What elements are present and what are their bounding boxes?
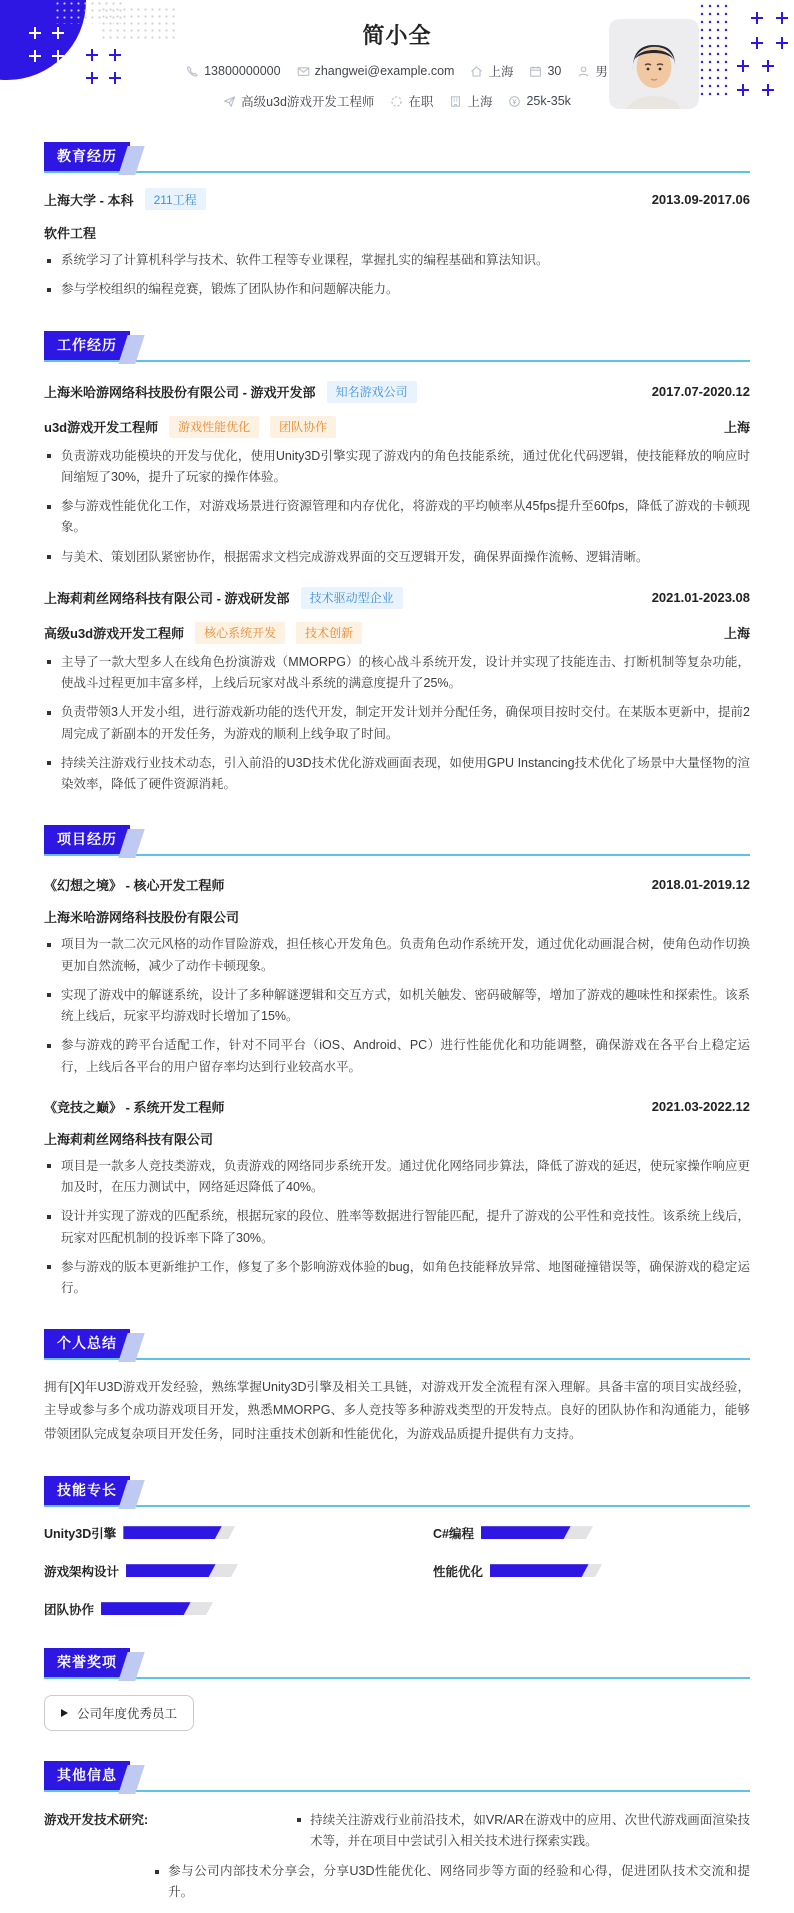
skills-grid bbox=[44, 1524, 750, 1618]
intent-item bbox=[508, 94, 570, 108]
award-box bbox=[44, 1695, 194, 1731]
work-entries bbox=[44, 381, 750, 796]
work-entry bbox=[44, 381, 750, 568]
contact-item bbox=[529, 64, 561, 78]
other-label: 游戏开发技术研究: bbox=[44, 1812, 149, 1827]
skill-bar-fill bbox=[101, 1602, 191, 1615]
contact-value: 13800000000 bbox=[204, 64, 281, 78]
work-role-row bbox=[44, 416, 750, 438]
avatar bbox=[609, 19, 699, 109]
role-tags bbox=[184, 622, 362, 644]
skill-bar-fill bbox=[490, 1564, 589, 1577]
skill-bar-fill bbox=[123, 1526, 222, 1539]
project-entry-header bbox=[44, 875, 750, 894]
intent-item bbox=[449, 92, 492, 110]
contact-value: 男 bbox=[595, 65, 608, 79]
education-entries bbox=[44, 188, 750, 301]
section-summary bbox=[44, 1329, 750, 1445]
bullet-item: 参与游戏的跨平台适配工作，针对不同平台（iOS、Android、PC）进行性能优化和功能调整，确保游戏在各平台上稳定运行，上线后各平台的用户留存率均达到行业较高水平。 bbox=[44, 1035, 750, 1078]
project-company: 上海莉莉丝网络科技有限公司 bbox=[44, 1131, 214, 1147]
intent-value: 在职 bbox=[408, 95, 434, 109]
contact-item bbox=[297, 64, 455, 78]
work-role-row bbox=[44, 622, 750, 644]
contact-item bbox=[186, 64, 280, 78]
bullet-item: 项目为一款二次元风格的动作冒险游戏，担任核心开发角色。负责角色动作系统开发，通过优化动画混合树，使角色动作切换更加自然流畅，减少了动作卡顿现象。 bbox=[44, 934, 750, 977]
decor-plus-icon bbox=[737, 60, 749, 72]
section-header bbox=[44, 825, 750, 856]
intent-value: 上海 bbox=[467, 95, 493, 109]
intent-item bbox=[223, 92, 374, 110]
decor-dots bbox=[698, 2, 731, 97]
bullet-item: 参与学校组织的编程竞赛，锻炼了团队协作和问题解决能力。 bbox=[44, 279, 750, 300]
contact-item bbox=[470, 62, 513, 80]
award-label: 公司年度优秀员工 bbox=[77, 1706, 178, 1721]
skill-bar-fill bbox=[481, 1526, 571, 1539]
skill-item bbox=[44, 1600, 361, 1618]
contact-icon bbox=[577, 65, 590, 78]
contact-icon bbox=[529, 65, 542, 78]
section-title: 其他信息 bbox=[44, 1761, 130, 1790]
work-entry-header bbox=[44, 587, 750, 609]
section-skills bbox=[44, 1476, 750, 1618]
project-entry bbox=[44, 1097, 750, 1300]
section-header bbox=[44, 1329, 750, 1360]
company-name: 上海米哈游网络科技股份有限公司 - 游戏开发部 bbox=[44, 385, 316, 400]
skill-name: C#编程 bbox=[433, 1526, 474, 1541]
work-entry-header bbox=[44, 381, 750, 403]
company-name: 上海莉莉丝网络科技有限公司 - 游戏研发部 bbox=[44, 591, 290, 607]
project-bullets bbox=[44, 934, 750, 1078]
project-entry bbox=[44, 875, 750, 1078]
section-title: 工作经历 bbox=[44, 331, 130, 360]
bullet-item: 主导了一款大型多人在线角色扮演游戏（MMORPG）的核心战斗系统开发，设计并实现了技能连击、打断机制等复杂功能，使战斗过程更加丰富多样，上线后玩家对战斗系统的满意度提升了25%。 bbox=[44, 652, 750, 695]
bullet-item: 负责游戏功能模块的开发与优化，使用Unity3D引擎实现了游戏内的角色技能系统，通过优化代码逻辑，使技能释放的响应时间缩短了30%，提升了玩家的操作体验。 bbox=[44, 446, 750, 489]
bullet-item: 持续关注游戏行业前沿技术，如VR/AR在游戏中的应用、次世代游戏画面渲染技术等，并在项目中尝试引入相关技术进行探索实践。 bbox=[296, 1810, 750, 1853]
bullet-item: 参与游戏的版本更新维护工作，修复了多个影响游戏体验的bug，如角色技能释放异常、地图碰撞错误等，确保游戏的稳定运行。 bbox=[44, 1257, 750, 1300]
summary-text: 拥有[X]年U3D游戏开发经验，熟练掌握Unity3D引擎及相关工具链，对游戏开发全流程有深入理解。具备丰富的项目实战经验，主导或参与多个成功游戏项目开发，熟悉MMORPG、多人竞技等多种游戏类型的开发特点。良好的团队协作和沟通能力，能够带领团队完成复杂项目开发任务，同时注重技术创新和性能优化，为游戏品质提升提供有力支持。 bbox=[44, 1380, 750, 1441]
intent-value: 高级u3d游戏开发工程师 bbox=[241, 95, 375, 109]
profile-photo bbox=[609, 19, 699, 109]
section-title: 个人总结 bbox=[44, 1329, 130, 1358]
contact-value: 上海 bbox=[488, 65, 514, 79]
decor-plus-icon bbox=[776, 37, 788, 49]
contact-icon bbox=[186, 65, 199, 78]
project-entry-header bbox=[44, 1097, 750, 1116]
intent-icon bbox=[390, 95, 403, 108]
skill-bar-fill bbox=[126, 1564, 216, 1577]
skill-bar-track bbox=[481, 1526, 593, 1539]
skill-name: Unity3D引擎 bbox=[44, 1526, 117, 1541]
education-date: 2013.09-2017.06 bbox=[651, 191, 750, 207]
section-title: 技能专长 bbox=[44, 1476, 130, 1505]
skill-name: 游戏架构设计 bbox=[44, 1564, 120, 1579]
section-projects bbox=[44, 825, 750, 1299]
bullet-item: 负责带领3人开发小组，进行游戏新功能的迭代开发，制定开发计划并分配任务，确保项目按时交付。在某版本更新中，提前2周完成了新副本的开发任务，为游戏的顺利上线争取了时间。 bbox=[44, 702, 750, 745]
role-tag: 游戏性能优化 bbox=[169, 416, 259, 438]
project-date: 2021.03-2022.12 bbox=[651, 1098, 750, 1114]
bullet-item: 与美术、策划团队紧密协作，根据需求文档完成游戏界面的交互逻辑开发，确保界面操作流畅、逻辑清晰。 bbox=[44, 547, 750, 568]
skill-bar-track bbox=[490, 1564, 602, 1577]
resume-header bbox=[44, 0, 750, 112]
section-other bbox=[44, 1761, 750, 1913]
role-tag: 核心系统开发 bbox=[195, 622, 285, 644]
section-title: 教育经历 bbox=[44, 142, 130, 171]
other-bullets bbox=[154, 1810, 750, 1913]
skill-name: 性能优化 bbox=[433, 1564, 484, 1579]
skill-bar-track bbox=[101, 1602, 213, 1615]
section-header bbox=[44, 1761, 750, 1792]
decor-plus-icon bbox=[762, 84, 774, 96]
bullet-item: 参与游戏性能优化工作，对游戏场景进行资源管理和内存优化，将游戏的平均帧率从45fps提升至60fps，降低了游戏的卡顿现象。 bbox=[44, 496, 750, 539]
major: 软件工程 bbox=[44, 226, 97, 241]
intent-icon bbox=[223, 95, 236, 108]
candidate-name: 简小全 bbox=[362, 23, 432, 48]
project-entries bbox=[44, 875, 750, 1299]
section-header bbox=[44, 331, 750, 362]
project-date: 2018.01-2019.12 bbox=[651, 877, 750, 893]
honors-list bbox=[44, 1679, 750, 1731]
project-bullets bbox=[44, 1156, 750, 1300]
other-row bbox=[44, 1810, 750, 1913]
skill-item bbox=[44, 1524, 361, 1542]
contact-item bbox=[577, 62, 608, 80]
work-entry bbox=[44, 587, 750, 796]
decor-plus-icon bbox=[737, 84, 749, 96]
skill-name: 团队协作 bbox=[44, 1602, 95, 1617]
role-title: u3d游戏开发工程师 bbox=[44, 420, 159, 435]
work-bullets bbox=[44, 652, 750, 796]
skill-item bbox=[433, 1562, 750, 1580]
project-company: 上海米哈游网络科技股份有限公司 bbox=[44, 910, 240, 926]
project-name: 《幻想之境》 - 核心开发工程师 bbox=[44, 878, 225, 894]
school-tag: 211工程 bbox=[145, 188, 206, 210]
work-location: 上海 bbox=[723, 626, 750, 642]
decor-plus-icon bbox=[751, 37, 763, 49]
play-icon bbox=[61, 1709, 68, 1717]
intent-value: 25k-35k bbox=[526, 94, 571, 108]
section-header bbox=[44, 142, 750, 173]
education-entry-header bbox=[44, 188, 750, 210]
role-tag: 技术创新 bbox=[296, 622, 362, 644]
work-date: 2017.07-2020.12 bbox=[651, 384, 750, 399]
bullet-item: 设计并实现了游戏的匹配系统，根据玩家的段位、胜率等数据进行智能匹配，提升了游戏的公平性和竞技性。该系统上线后，玩家对匹配机制的投诉率下降了30%。 bbox=[44, 1206, 750, 1249]
section-title: 项目经历 bbox=[44, 825, 130, 854]
work-bullets bbox=[44, 446, 750, 568]
bullet-item: 参与公司内部技术分享会，分享U3D性能优化、网络同步等方面的经验和心得，促进团队技术交流和提升。 bbox=[154, 1861, 750, 1904]
intent-item bbox=[390, 92, 433, 110]
education-entry bbox=[44, 188, 750, 301]
section-header bbox=[44, 1476, 750, 1507]
bullet-item: 实现了游戏中的解谜系统，设计了多种解谜逻辑和交互方式，如机关触发、密码破解等，增加了游戏的趣味性和探索性。该系统上线后，玩家平均游戏时长增加了15%。 bbox=[44, 985, 750, 1028]
intent-icon bbox=[449, 95, 462, 108]
intent-icon bbox=[508, 95, 521, 108]
work-date: 2021.01-2023.08 bbox=[651, 590, 750, 606]
contact-value: 30 bbox=[547, 64, 562, 78]
skill-bar-track bbox=[123, 1526, 235, 1539]
role-tag: 团队协作 bbox=[270, 416, 336, 438]
section-honors bbox=[44, 1648, 750, 1731]
decor-plus-icon bbox=[751, 12, 763, 24]
section-title: 荣誉奖项 bbox=[44, 1648, 130, 1677]
education-bullets bbox=[44, 250, 750, 301]
section-work bbox=[44, 331, 750, 796]
work-location: 上海 bbox=[723, 420, 750, 435]
contact-icon bbox=[470, 65, 483, 78]
school-name: 上海大学 - 本科 bbox=[44, 192, 134, 208]
bullet-item: 系统学习了计算机科学与技术、软件工程等专业课程，掌握扎实的编程基础和算法知识。 bbox=[44, 250, 750, 271]
decor-plus-icon bbox=[776, 12, 788, 24]
skill-bar-track bbox=[126, 1564, 238, 1577]
role-title: 高级u3d游戏开发工程师 bbox=[44, 626, 185, 642]
section-header bbox=[44, 1648, 750, 1679]
company-tag: 知名游戏公司 bbox=[327, 381, 417, 403]
bullet-item: 项目是一款多人竞技类游戏，负责游戏的网络同步系统开发。通过优化网络同步算法，降低了游戏的延迟，使玩家操作响应更加及时，在压力测试中，网络延迟降低了40%。 bbox=[44, 1156, 750, 1199]
contact-value: zhangwei@example.com bbox=[314, 64, 455, 78]
decor-plus-icon bbox=[762, 60, 774, 72]
skill-item bbox=[433, 1524, 750, 1542]
bullet-item: 持续关注游戏行业技术动态，引入前沿的U3D技术优化游戏画面表现，如使用GPU Instancing技术优化了场景中大量怪物的渲染效率，降低了硬件资源消耗。 bbox=[44, 753, 750, 796]
section-education bbox=[44, 142, 750, 301]
contact-icon bbox=[297, 65, 310, 78]
role-tags bbox=[158, 416, 336, 438]
project-name: 《竞技之巅》 - 系统开发工程师 bbox=[44, 1099, 225, 1115]
skill-item bbox=[44, 1562, 361, 1580]
company-tag: 技术驱动型企业 bbox=[301, 587, 403, 609]
